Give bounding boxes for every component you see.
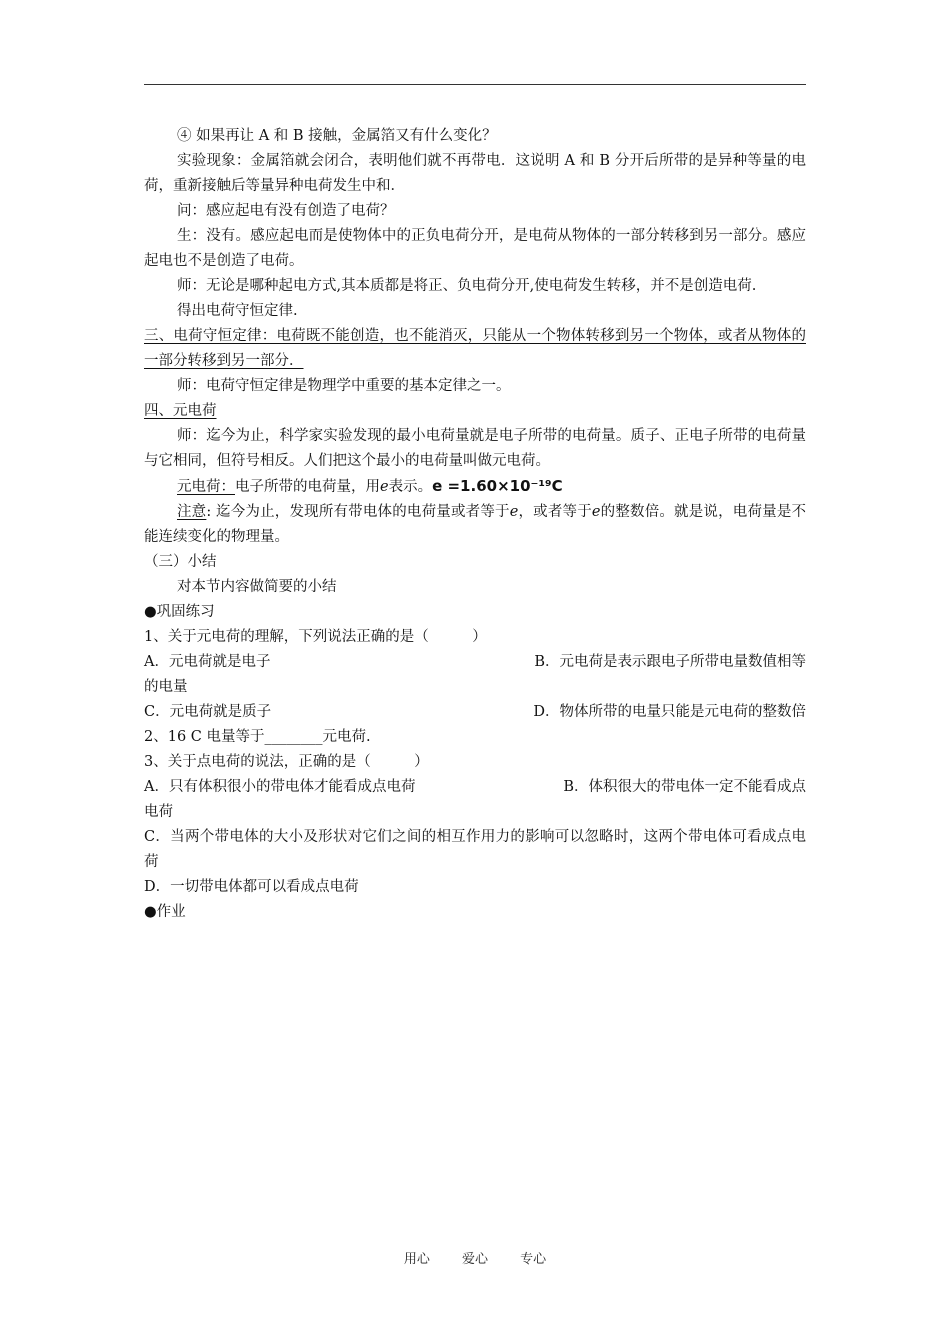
paragraph-elementary-charge-definition: [144, 474, 806, 500]
section-charge-conservation: 三、电荷守恒定律：电荷既不能创造，也不能消灭，只能从一个物体转移到另一个物体，或者从物体的一部分转移到另一部分．: [144, 328, 806, 369]
definition-text-end: 表示。: [388, 479, 433, 495]
paragraph-note: [144, 500, 806, 550]
symbol-e: e: [509, 504, 519, 520]
option-b: B．体积很大的带电体一定不能看成点: [563, 779, 806, 795]
paragraph-elementary-charge-intro: 师：迄今为止，科学家实验发现的最小电荷量就是电子所带的电荷量。质子、正电子所带的电荷量与它相同，但符号相反。人们把这个最小的电荷量叫做元电荷。: [144, 428, 806, 469]
footer-word: 用心: [403, 1252, 430, 1267]
paragraph-question-4: ④ 如果再让 A 和 B 接触，金属箔又有什么变化？: [177, 128, 497, 144]
paragraph-law-importance: 师：电荷守恒定律是物理学中重要的基本定律之一。: [177, 378, 511, 394]
paragraph-teacher-note: 师：无论是哪种起电方式,其本质都是将正、负电荷分开,使电荷发生转移，并不是创造电荷.: [177, 278, 757, 294]
option-b: B．元电荷是表示跟电子所带电量数值相等: [534, 654, 806, 670]
footer-word: 爱心: [461, 1252, 488, 1267]
footer-word: 专心: [520, 1252, 547, 1267]
paragraph-conclusion: 得出电荷守恒定律.: [177, 303, 298, 319]
paragraph-student-answer: 生：没有。感应起电而是使物体中的正负电荷分开，是电荷从物体的一部分转移到另一部分。感应起电也不是创造了电荷。: [144, 228, 806, 269]
document-body: [144, 124, 806, 925]
question-2: 2、16 C 电量等于________元电荷.: [144, 729, 371, 745]
question-3-options-ab: [144, 775, 806, 800]
section-exercises: ●巩固练习: [144, 604, 215, 620]
question-1-options-cd: [144, 700, 806, 725]
section-heading-elementary-charge: [144, 399, 806, 424]
option-c: C．当两个带电体的大小及形状对它们之间的相互作用力的影响可以忽略时，这两个带电体可看成点电荷: [144, 829, 806, 870]
symbol-e: e: [380, 479, 389, 495]
paragraph-question: 问：感应起电有没有创造了电荷？: [177, 203, 395, 219]
option-a: A．只有体积很小的带电体才能看成点电荷: [144, 779, 416, 795]
section-summary: （三）小结: [144, 554, 217, 570]
heading-text: 四、元电荷: [144, 403, 217, 419]
option-b-continuation: 电荷: [144, 804, 173, 820]
question-1: 1、关于元电荷的理解，下列说法正确的是（ ）: [144, 629, 487, 645]
question-3: 3、关于点电荷的说法，正确的是（ ）: [144, 754, 429, 770]
option-a: A．元电荷就是电子: [144, 654, 271, 670]
section-homework: ●作业: [144, 904, 186, 920]
paragraph-phenomenon: 实验现象：金属箔就会闭合，表明他们就不再带电．这说明 A 和 B 分开后所带的是异种等量的电荷，重新接触后等量异种电荷发生中和．: [144, 153, 806, 194]
paragraph-summary: 对本节内容做简要的小结: [177, 579, 337, 595]
page-footer: [0, 1248, 950, 1267]
symbol-e: e: [591, 504, 601, 520]
option-b-continuation: 的电量: [144, 679, 188, 695]
option-d: D．一切带电体都可以看成点电荷: [144, 879, 359, 895]
note-label: 注意: [177, 504, 207, 520]
note-text-c: 的整数倍。就是说，电荷量是不能连续变化的物理量。: [144, 504, 807, 545]
option-d: D．物体所带的电量只能是元电荷的整数倍: [533, 704, 806, 720]
definition-text: 电子所带的电荷量，用: [235, 479, 380, 495]
header-rule: [144, 84, 806, 85]
question-1-options-ab: [144, 650, 806, 675]
note-text-b: ，或者等于: [518, 504, 592, 520]
option-c: C．元电荷就是质子: [144, 704, 272, 720]
definition-label: 元电荷：: [177, 479, 235, 495]
note-text-a: : 迄今为止，发现所有带电体的电荷量或者等于: [206, 504, 510, 520]
elementary-charge-formula: e =1.60×10⁻¹⁹C: [432, 477, 563, 495]
